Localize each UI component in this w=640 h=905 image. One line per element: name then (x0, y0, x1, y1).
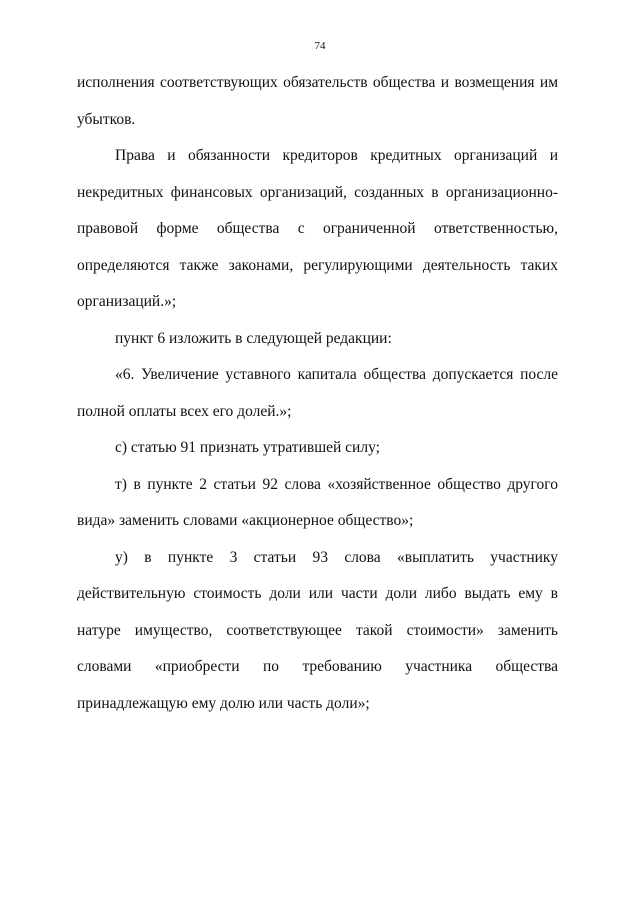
paragraph-creditors-rights: Права и обязанности кредиторов кредитных организаций и некредитных финансовых организаций, созданных в организационно-правовой форме общества с ограниченной ответственностью, определяются также законами, регулирующими деятельность таких организаций.»; (77, 147, 558, 310)
paragraph-article-91: с) статью 91 признать утратившей силу; (115, 439, 380, 456)
paragraph-point-6-text: «6. Увеличение уставного капитала общества допускается после полной оплаты всех его долей.»; (77, 366, 558, 420)
document-body (77, 65, 558, 722)
paragraph-article-93: у) в пункте 3 статьи 93 слова «выплатить участнику действительную стоимость доли или части доли либо выдать ему в натуре имущество, соответствующее такой стоимости» заменить словами «приобрести по требованию участника общества принадлежащую ему долю или часть доли»; (77, 548, 558, 712)
page-number: 74 (314, 40, 326, 52)
paragraph-point-6-intro: пункт 6 изложить в следующей редакции: (115, 329, 392, 347)
paragraph-article-92: т) в пункте 2 статьи 92 слова «хозяйственное общество другого вида» заменить словами «акционерное общество»; (77, 475, 558, 529)
paragraph-continuation: исполнения соответствующих обязательств общества и возмещения им убытков. (77, 74, 558, 128)
